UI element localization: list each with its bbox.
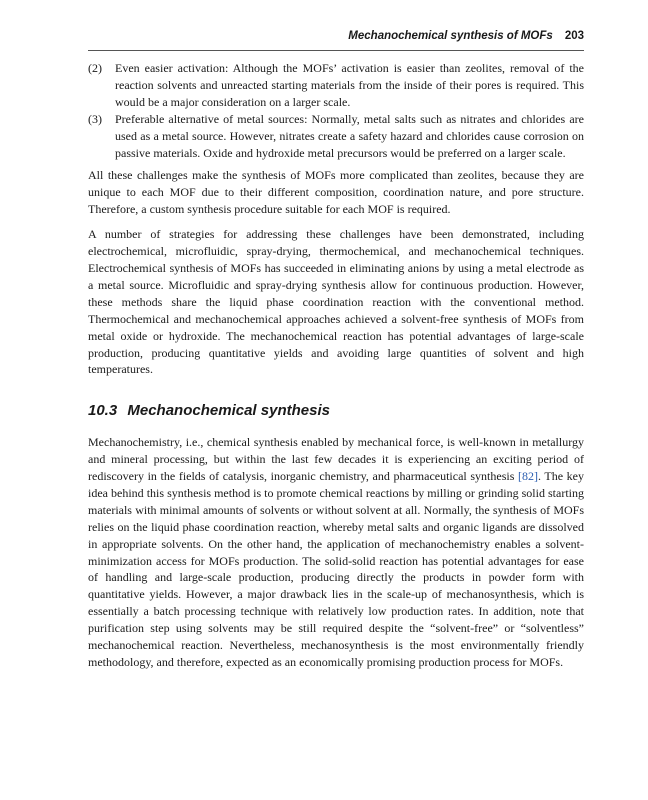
list-item <box>88 60 584 111</box>
running-head <box>88 30 584 42</box>
running-title: Mechanochemical synthesis of MOFs <box>348 30 553 42</box>
list-item-number: (3) <box>88 111 102 126</box>
section-title: Mechanochemical synthesis <box>127 402 330 420</box>
citation-link[interactable]: [82] <box>518 469 538 484</box>
paragraph-text: Mechanochemistry, i.e., chemical synthesis enabled by mechanical force, is well-known in metallurgy and mineral processing, but within the last few decades it is experiencing an exciting period of rediscovery in the fields of catalysis, inorganic chemistry, and pharmaceutical synthesis <box>88 435 584 484</box>
paragraph-strategies: A number of strategies for addressing these challenges have been demonstrated, including electrochemical, microfluidic, spray-drying, thermochemical, and mechanochemical techniques. Electrochemical synthesis of MOFs has succeeded in eliminating anions by using a metal electrode as a metal source. Microfluidic and spray-drying synthesis allow for continuous production. However, these methods share the liquid phase coordination reaction with the conventional method. Thermochemical and mechanochemical approaches achieved a solvent-free synthesis of MOFs from metal oxide or hydroxide. The mechanochemical reaction has potential advantages of large-scale production, producing quantitative yields and avoiding large quantities of solvent and high temperatures. <box>88 227 584 377</box>
header-rule <box>88 50 584 51</box>
list-item-number: (2) <box>88 61 102 75</box>
section-number: 10.3 <box>88 402 118 420</box>
numbered-list <box>88 60 584 161</box>
page-number: 203 <box>564 30 584 42</box>
list-item-text: Preferable alternative of metal sources: Normally, metal salts such as nitrates and chlorides are used as a metal source. However, nitrates create a safety hazard and chlorides cause corrosion on passive materials. Oxide and hydroxide metal precursors would be preferred on a larger scale. <box>115 111 584 160</box>
paragraph-challenges-summary: All these challenges make the synthesis of MOFs more complicated than zeolites, because they are unique to each MOF due to their different composition, coordination nature, and pore structure. Therefore, a custom synthesis procedure suitable for each MOF is required. <box>88 168 584 217</box>
paragraph-mechanochemistry <box>88 434 584 671</box>
page-body <box>88 60 584 679</box>
list-item-text: Even easier activation: Although the MOFs’ activation is easier than zeolites, removal of the reaction solvents and unreacted starting materials from the inside of their pores is required. This would be a major consideration on a larger scale. <box>115 61 584 109</box>
section-heading <box>88 403 584 420</box>
paragraph-text: . The key idea behind this synthesis method is to promote chemical reactions by milling or grinding solid starting materials with minimal amounts of solvents or without solvent at all. Normally, the synthesis of MOFs relies on the liquid phase coordination reaction, whereby metal salts and organic ligands are dissolved in appropriate solvents. On the other hand, the application of mechanochemistry enables a solvent-minimization access for MOFs production. The solid-solid reaction has potential advantages for ease of handling and large-scale production, producing directly the products in powder form with quantitative yields. However, a major drawback lies in the scale-up of mechanosynthesis, which is essentially a batch processing technique with relatively low production rates. In addition, note that purification step using solvents may be still required despite the “solvent-free” or “solventless” mechanochemical reaction. Nevertheless, mechanosynthesis is the most environmentally friendly methodology, and therefore, expected as an economically promising production process for MOFs. <box>88 469 584 669</box>
list-item <box>88 111 584 162</box>
